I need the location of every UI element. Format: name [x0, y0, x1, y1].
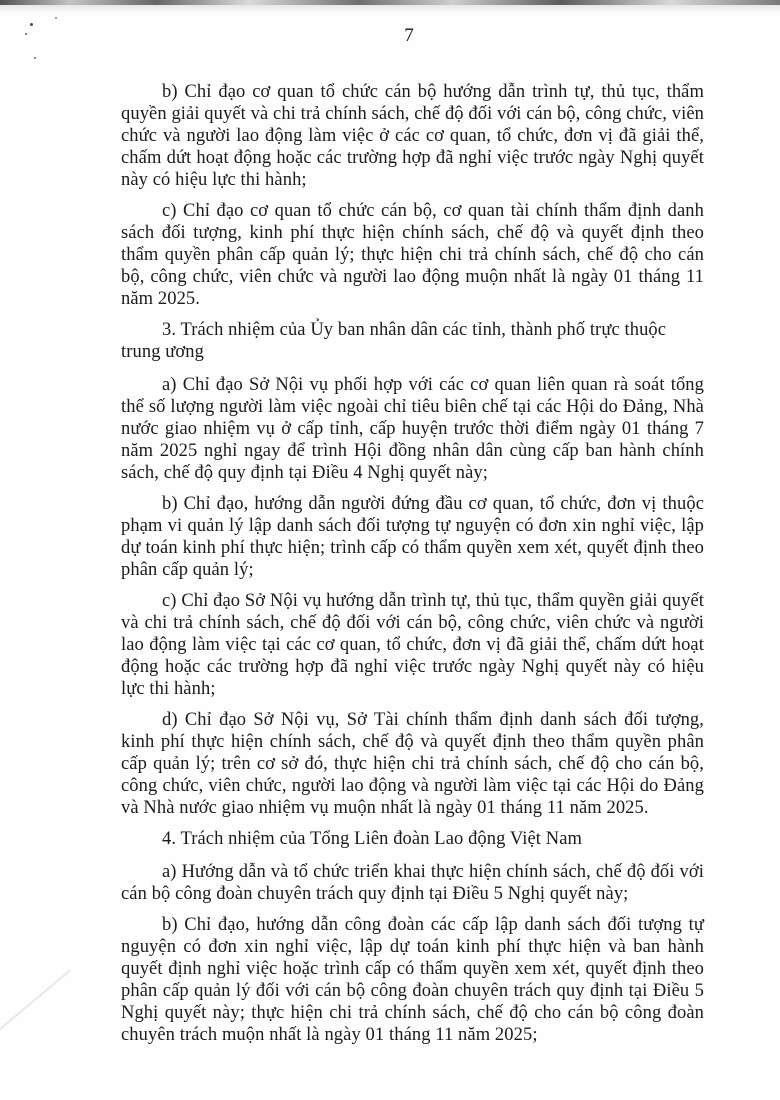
- document-body: [121, 81, 704, 1055]
- scan-edge-artifact: [0, 0, 780, 5]
- clause-2b: b) Chỉ đạo cơ quan tổ chức cán bộ hướng dẫn trình tự, thủ tục, thẩm quyền giải quyết và chi trả chính sách, chế độ đối với cán bộ, công chức, viên chức và người lao động làm việc ở các cơ quan, tổ chức, đơn vị đã giải thể, chấm dứt hoạt động hoặc các trường hợp đã nghỉ việc trước ngày Nghị quyết này có hiệu lực thi hành;: [121, 82, 704, 190]
- scan-speck: [34, 57, 36, 59]
- section-3-heading: 3. Trách nhiệm của Ủy ban nhân dân các tỉnh, thành phố trực thuộc trung ương: [121, 320, 667, 362]
- scan-speck: [55, 17, 57, 19]
- scan-streak-artifact: [0, 970, 71, 1033]
- clause-3b: b) Chỉ đạo, hướng dẫn người đứng đầu cơ quan, tổ chức, đơn vị thuộc phạm vi quản lý lập danh sách đối tượng tự nguyện có đơn xin nghỉ việc, lập dự toán kinh phí thực hiện; trình cấp có thẩm quyền xem xét, quyết định theo phân cấp quản lý;: [121, 494, 704, 580]
- clause-3d: d) Chỉ đạo Sở Nội vụ, Sở Tài chính thẩm định danh sách đối tượng, kinh phí thực hiện chính sách, chế độ và quyết định theo thẩm quyền phân cấp quản lý; trên cơ sở đó, thực hiện chi trả chính sách, chế độ cho cán bộ, công chức, viên chức, người lao động và người làm việc tại các Hội do Đảng và Nhà nước giao nhiệm vụ muộn nhất là ngày 01 tháng 11 năm 2025.: [121, 710, 704, 818]
- clause-3c: c) Chỉ đạo Sở Nội vụ hướng dẫn trình tự, thủ tục, thẩm quyền giải quyết và chi trả chính sách, chế độ đối với cán bộ, công chức, viên chức và người lao động làm việc tại các cơ quan, tổ chức, đơn vị đã giải thể, chấm dứt hoạt động hoặc các trường hợp đã nghỉ việc trước ngày Nghị quyết này có hiệu lực thi hành;: [121, 591, 704, 699]
- section-4-heading: 4. Trách nhiệm của Tổng Liên đoàn Lao động Việt Nam: [162, 829, 582, 849]
- clause-3a: a) Chỉ đạo Sở Nội vụ phối hợp với các cơ quan liên quan rà soát tổng thể số lượng người làm việc ngoài chỉ tiêu biên chế tại các Hội do Đảng, Nhà nước giao nhiệm vụ ở cấp tỉnh, cấp huyện trước thời điểm ngày 01 tháng 7 năm 2025 nghỉ ngay để trình Hội đồng nhân dân cùng cấp ban hành chính sách, chế độ quy định tại Điều 4 Nghị quyết này;: [121, 375, 704, 483]
- clause-2c: c) Chỉ đạo cơ quan tổ chức cán bộ, cơ quan tài chính thẩm định danh sách đối tượng, kinh phí thực hiện chính sách, chế độ và quyết định theo thẩm quyền phân cấp quản lý; thực hiện chi trả chính sách, chế độ cho cán bộ, công chức, viên chức và người lao động muộn nhất là ngày 01 tháng 11 năm 2025.: [121, 201, 704, 309]
- clause-4a: a) Hướng dẫn và tổ chức triển khai thực hiện chính sách, chế độ đối với cán bộ công đoàn chuyên trách quy định tại Điều 5 Nghị quyết này;: [121, 862, 704, 904]
- clause-4b: b) Chỉ đạo, hướng dẫn công đoàn các cấp lập danh sách đối tượng tự nguyện có đơn xin nghỉ việc, lập dự toán kinh phí thực hiện và ban hành quyết định nghỉ việc hoặc trình cấp có thẩm quyền xem xét, quyết định theo phân cấp quản lý đối với cán bộ công đoàn chuyên trách quy định tại Điều 5 Nghị quyết này; thực hiện chi trả chính sách, chế độ cho cán bộ công đoàn chuyên trách muộn nhất là ngày 01 tháng 11 năm 2025;: [121, 915, 704, 1045]
- page-number: 7: [404, 25, 414, 46]
